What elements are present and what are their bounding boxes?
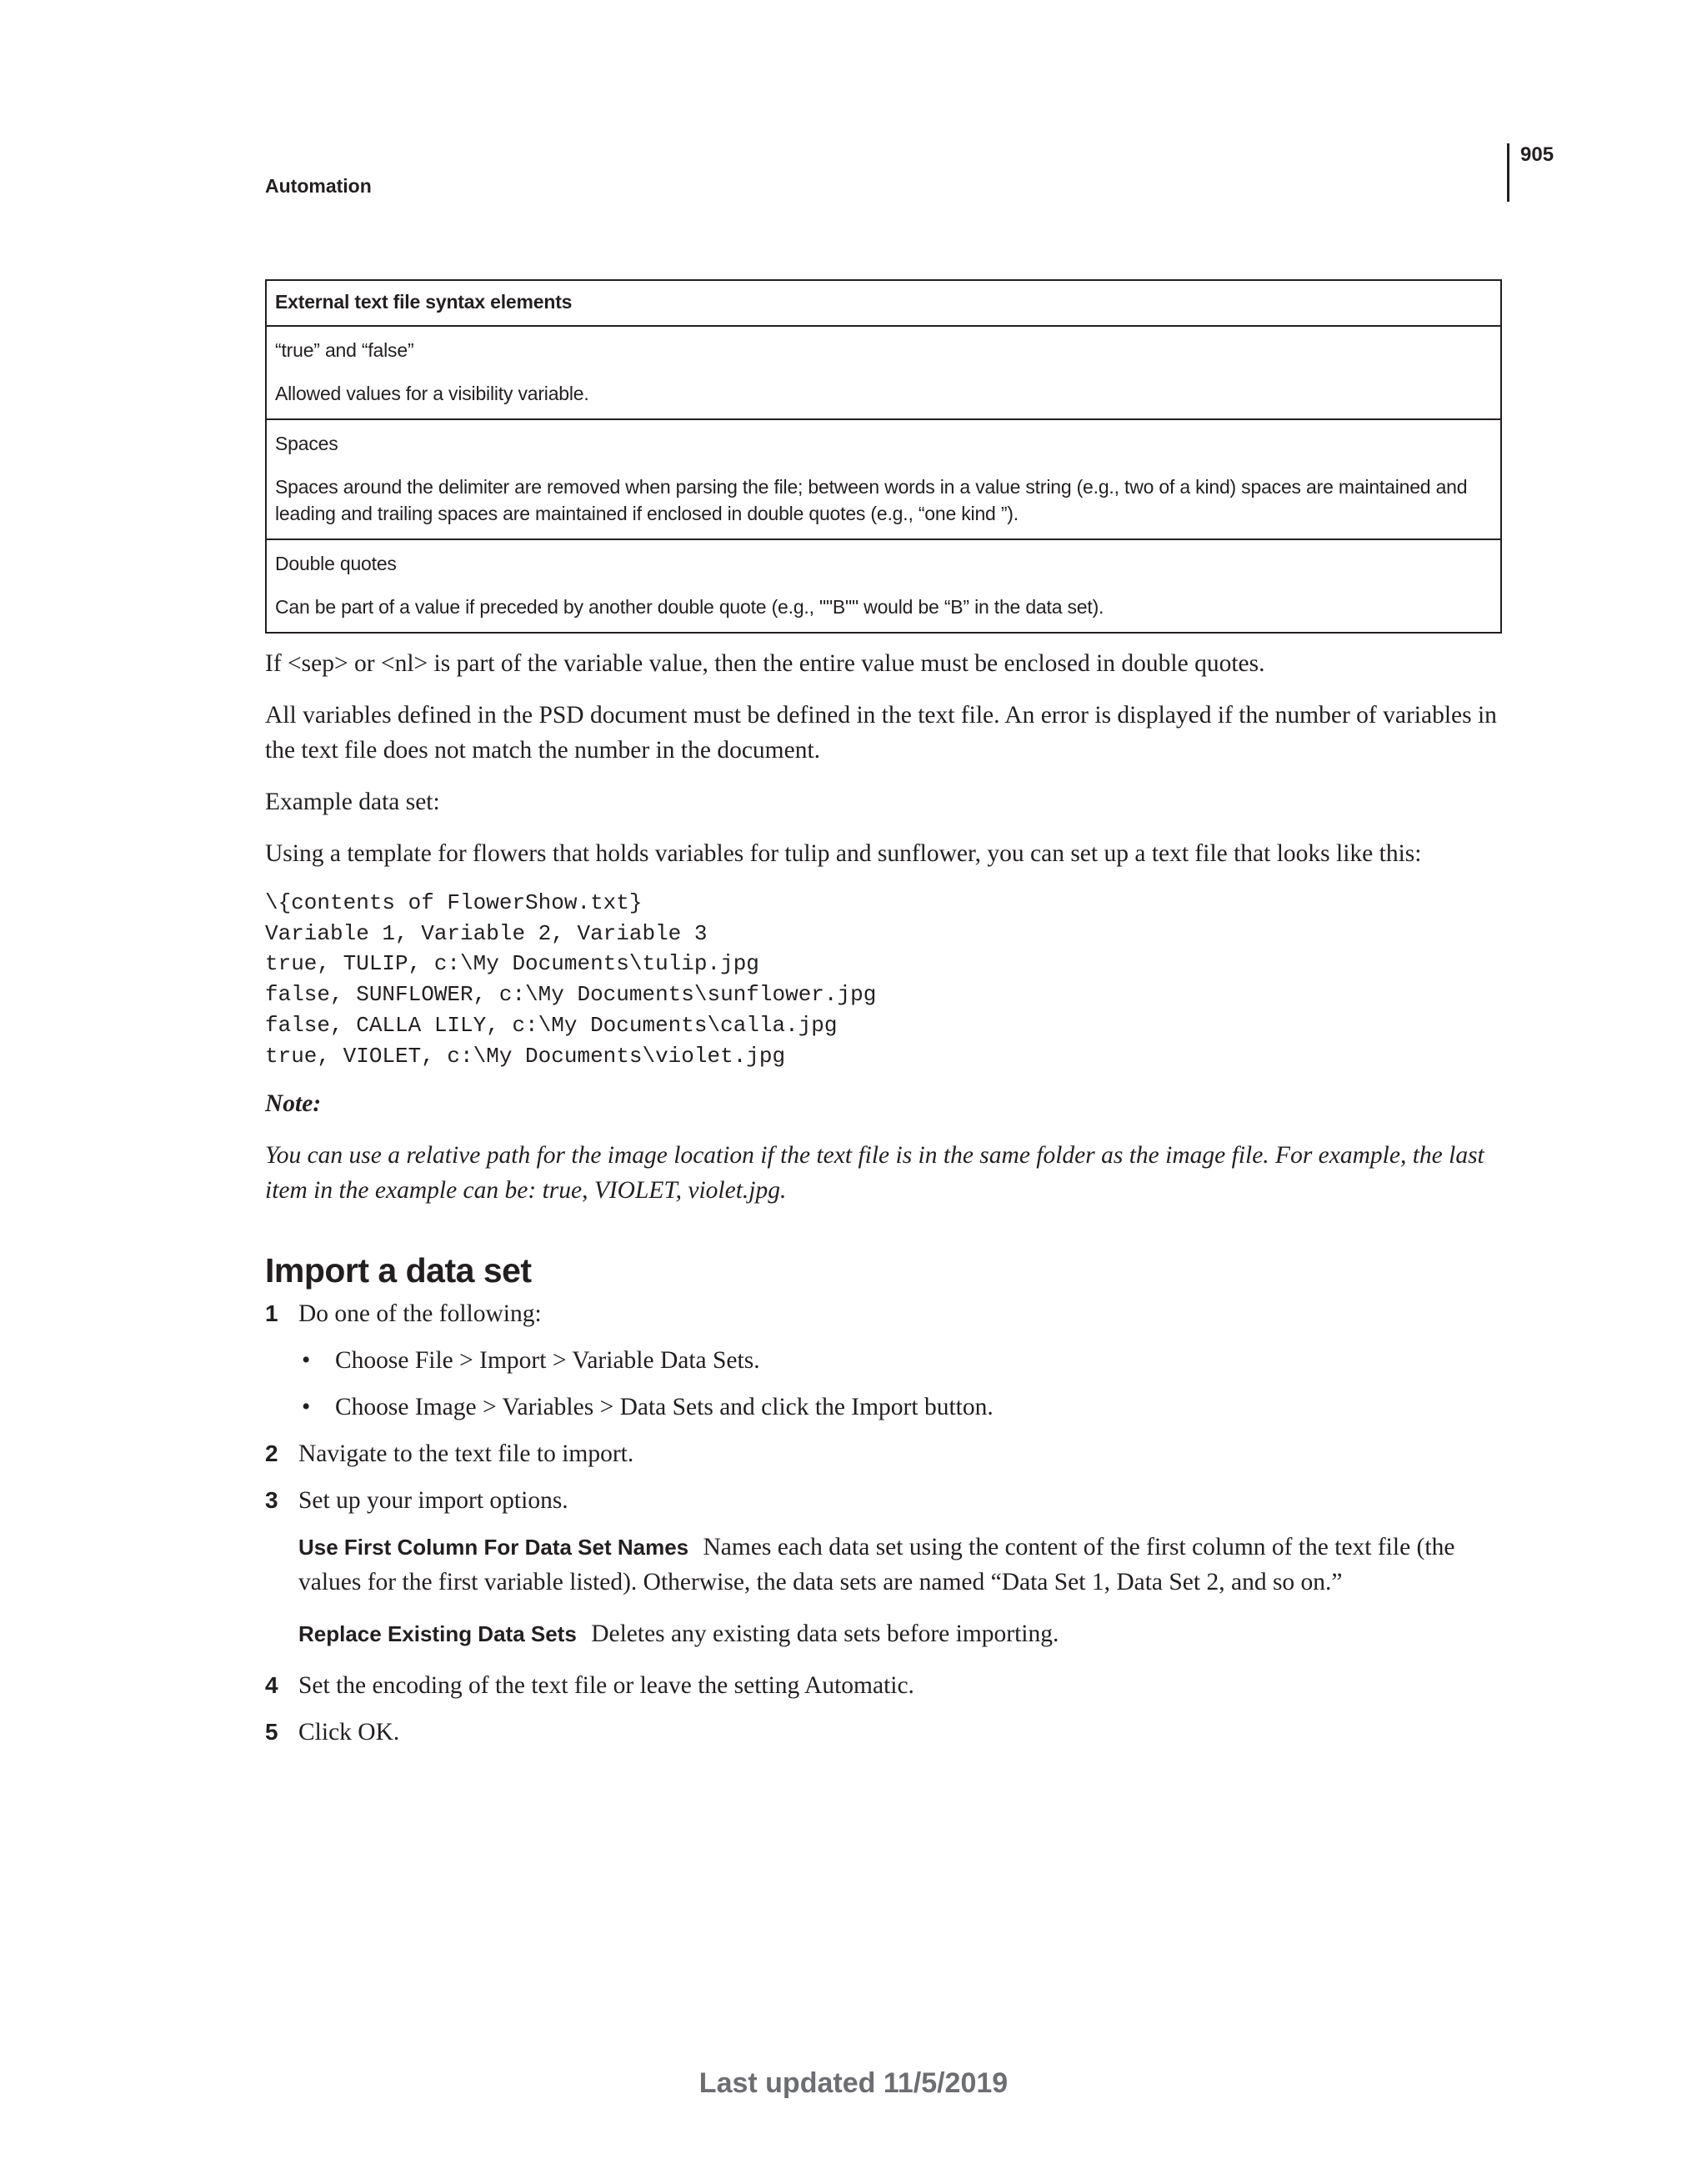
bullet-icon: •: [302, 1394, 311, 1421]
footer-last-updated: Last updated 11/5/2019: [698, 2067, 1009, 2099]
note-label: Note:: [265, 1090, 322, 1118]
section-heading: Import a data set: [265, 1251, 532, 1290]
step-text: Navigate to the text file to import.: [298, 1440, 634, 1468]
step-number: 4: [265, 1672, 278, 1699]
option-text: Names each data set using the content of the first column of the text file (the values for the first variable listed). Otherwise, the data sets are named “Data Set 1, Data Set 2, and so on.”: [298, 1534, 1455, 1596]
option-text: Deletes any existing data sets before importing.: [591, 1620, 1059, 1648]
bullet-icon: •: [302, 1347, 311, 1375]
table-term: Spaces: [275, 433, 338, 454]
step-number: 3: [265, 1487, 278, 1514]
page-number: 905: [1520, 143, 1554, 166]
table-term: Double quotes: [275, 553, 397, 574]
step-text: Set up your import options.: [298, 1487, 568, 1515]
step-item: [265, 1668, 1499, 1703]
code-line: false, SUNFLOWER, c:\My Documents\sunflower.jpg: [265, 982, 877, 1008]
step-number: 5: [265, 1719, 278, 1746]
step-text: Do one of the following:: [298, 1300, 542, 1328]
page-number-rule: [1507, 143, 1509, 202]
running-header: Automation: [265, 175, 372, 197]
step-text: Set the encoding of the text file or leave the setting Automatic.: [298, 1672, 914, 1700]
paragraph: All variables defined in the PSD document must be defined in the text file. An error is displayed if the number of variables in the text file does not match the number in the document.: [265, 702, 1497, 764]
note-text: You can use a relative path for the image location if the text file is in the same folder as the image file. For example, the last item in the example can be: true, VIOLET, violet.jpg.: [265, 1142, 1484, 1205]
table-description: Can be part of a value if preceded by another double quote (e.g., ""B"" would be “B” in the data set).: [275, 596, 1104, 618]
table-header: External text file syntax elements: [275, 291, 573, 313]
table-description: Allowed values for a visibility variable.: [275, 383, 589, 404]
syntax-table: [265, 279, 1502, 634]
bullet-text: Choose Image > Variables > Data Sets and click the Import button.: [335, 1394, 994, 1421]
step-number: 1: [265, 1300, 278, 1327]
table-row: [267, 418, 1500, 538]
option-description: [298, 1530, 1499, 1600]
code-line: Variable 1, Variable 2, Variable 3: [265, 920, 708, 946]
paragraph: Using a template for flowers that holds variables for tulip and sunflower, you can set up a text file that looks like this:: [265, 840, 1422, 867]
bullet-text: Choose File > Import > Variable Data Sets.: [335, 1347, 760, 1375]
code-line: true, VIOLET, c:\My Documents\violet.jpg: [265, 1043, 786, 1069]
main-content: [265, 646, 1499, 1761]
step-item: [265, 1483, 1499, 1518]
step-text: Click OK.: [298, 1719, 400, 1746]
table-term: “true” and “false”: [275, 339, 414, 361]
code-line: true, TULIP, c:\My Documents\tulip.jpg: [265, 951, 759, 977]
step-item: [265, 1296, 1499, 1331]
step-item: [265, 1715, 1499, 1750]
code-line: \{contents of FlowerShow.txt}: [265, 890, 643, 915]
list-item: [298, 1390, 1499, 1425]
paragraph: Example data set:: [265, 789, 440, 815]
step-item: [265, 1436, 1499, 1471]
code-block: [265, 888, 1499, 1071]
paragraph: If <sep> or <nl> is part of the variable value, then the entire value must be enclosed in double quotes.: [265, 650, 1265, 677]
code-line: false, CALLA LILY, c:\My Documents\calla.jpg: [265, 1012, 838, 1038]
list-item: [298, 1343, 1499, 1378]
table-row: [267, 325, 1500, 418]
step-number: 2: [265, 1440, 278, 1467]
bullet-list: [298, 1343, 1499, 1425]
option-description: [298, 1616, 1499, 1651]
option-term: Replace Existing Data Sets: [298, 1621, 577, 1647]
table-row: [267, 538, 1500, 632]
table-description: Spaces around the delimiter are removed when parsing the file; between words in a value string (e.g., two of a kind) spaces are maintained and leading and trailing spaces are maintained if enclosed in double quotes (e.g., “one kind ”).: [275, 476, 1468, 524]
option-term: Use First Column For Data Set Names: [298, 1535, 689, 1560]
